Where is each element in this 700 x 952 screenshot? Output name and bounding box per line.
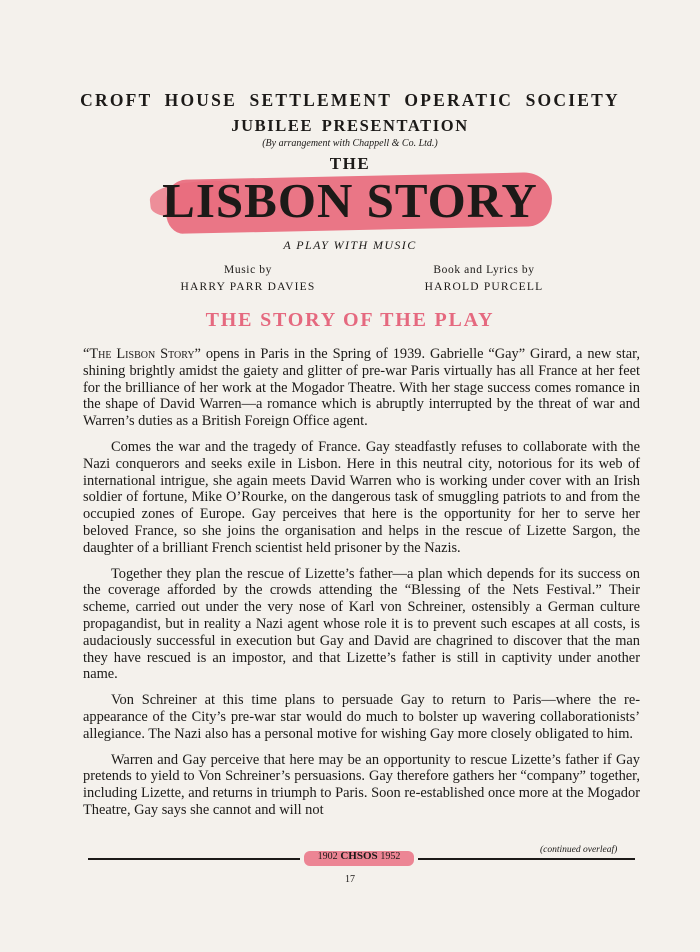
jubilee-mark [300,850,418,862]
story-paragraph: Comes the war and the tragedy of France. Gay steadfastly refuses to collaborate with the Nazi conquerors and seeks exile in Lisbon. Here in this neutral city, notorious for its web of international intrigue, she again meets David Warren who is working under cover with an Irish soldier of fortune, Mike O’Rourke, on the dangerous task of smuggling patriots to and from the occupied zones of Europe. Gay perceives that here is the opportunity for her to serve her beloved France, so she joins the organisation and helps in the rescue of Lizette Sargon, the daughter of a brilliant French scientist held prisoner by the Nazis. [83,438,640,556]
book-credit-label: Book and Lyrics by [433,264,535,276]
continued-note: (continued overleaf) [540,845,618,855]
story-paragraph: Von Schreiner at this time plans to persuade Gay to return to Paris—where the re-appearance of the City’s pre-war star would do much to bolster up wavering collaborationists’ allegiance. The Nazi also has a personal motive for wishing Gay more closely obligated to him. [83,692,640,742]
page-number: 17 [345,874,355,885]
story-paragraph: Warren and Gay perceive that here may be an opportunity to rescue Lizette’s father if Gay pretends to yield to Von Schreiner’s persuasions. Gay therefore gathers her “company” together, including Lizette, and returns in triumph to Paris. Soon re-established once more at the Mogador Theatre, Gay says she cannot and will not [83,751,640,818]
music-credit [148,262,348,296]
composer-name: HARRY PARR DAVIES [180,281,316,293]
story-body [83,346,640,828]
play-title: LISBON STORY [162,173,538,228]
book-credit [384,262,584,296]
title-article: THE [329,154,371,173]
music-credit-label: Music by [224,264,272,276]
presentation-line: JUBILEE PRESENTATION [231,116,469,135]
arrangement-note: (By arrangement with Chappell & Co. Ltd.) [262,138,438,149]
society-initials: CHSOS [340,850,378,862]
society-name: CROFT HOUSE SETTLEMENT OPERATIC SOCIETY [80,90,620,110]
play-title-inline: “The Lisbon Story” [83,346,201,362]
play-subtitle: A PLAY WITH MUSIC [283,238,417,252]
footer-rule [88,858,300,860]
jubilee-year-start: 1902 [317,851,338,862]
story-paragraph [83,346,640,430]
story-heading: THE STORY OF THE PLAY [205,309,495,331]
story-paragraph-text: opens in Paris in the Spring of 1939. Gabrielle “Gay” Girard, a new star, shining brightly amidst the gaiety and glitter of pre-war Paris virtually has all France at her feet for the brilliance of her work at the Mogador Theatre. With her stage success comes romance in the shape of David Warren—a romance which is abruptly interrupted by the threat of war and Warren’s duties as a British Foreign Office agent. [83,346,640,430]
footer-rule [418,858,635,860]
story-paragraph: Together they plan the rescue of Lizette’s father—a plan which depends for its success on the coverage afforded by the crowds attending the “Blessing of the Nets Festival.” Their scheme, carried out under the very nose of Karl von Schreiner, ostensibly a German culture propagandist, but in reality a Nazi agent whose role it is to prevent such escapes at all costs, is audaciously successful in execution but Gay and David are chagrined to discover that the man they have rescued is an impostor, and that Lizette’s father is still in captivity under another name. [83,565,640,683]
lyricist-name: HAROLD PURCELL [424,281,544,293]
jubilee-year-end: 1952 [380,851,401,862]
